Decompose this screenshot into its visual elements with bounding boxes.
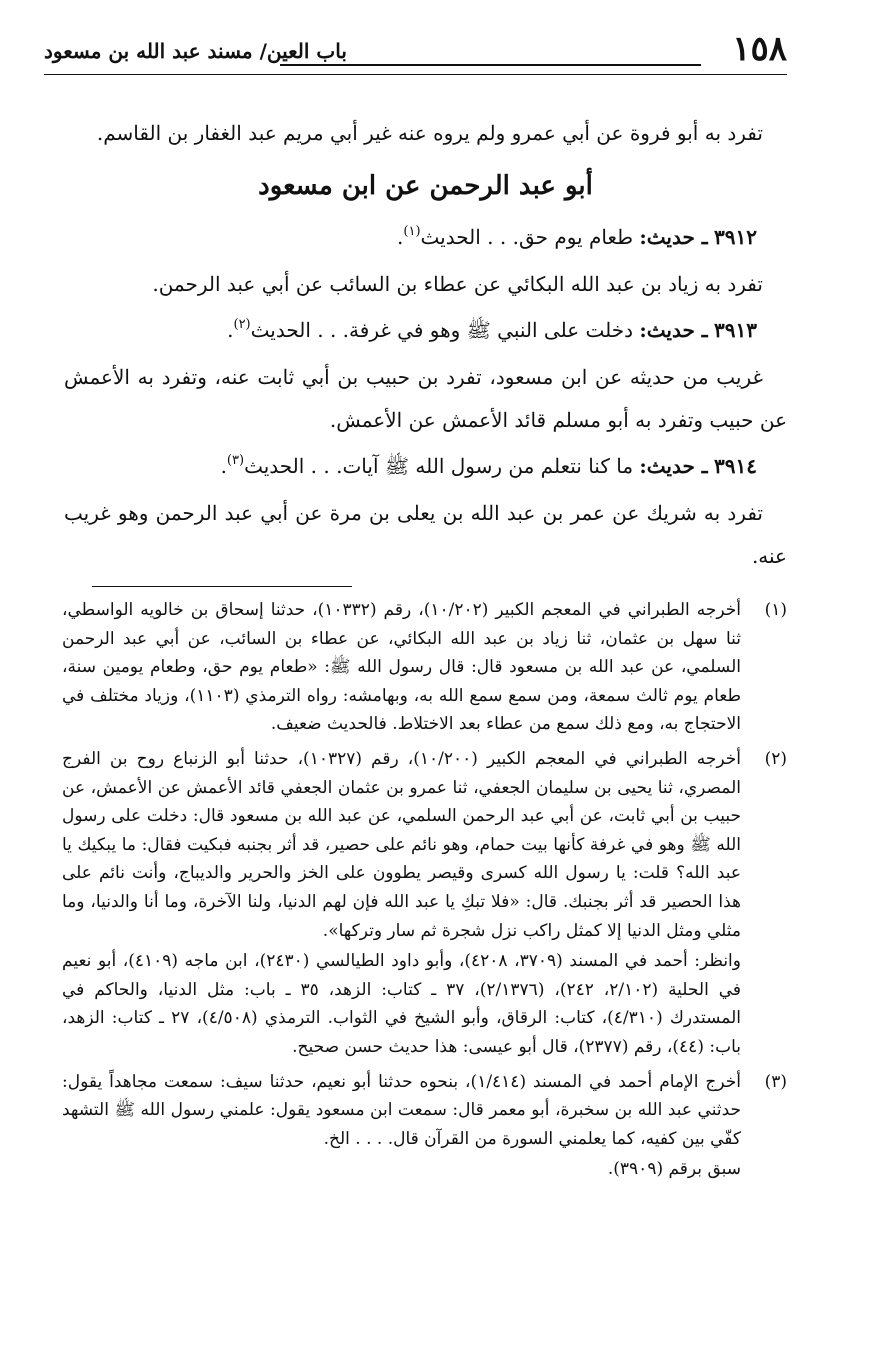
hadith-entry (64, 309, 787, 352)
footnote-text: سبق برقم (٣٩٠٩). (607, 1159, 741, 1180)
hadith-note: تفرد به زياد بن عبد الله البكائي عن عطاء بن السائب عن أبي عبد الرحمن. (152, 272, 763, 296)
main-text (64, 112, 787, 581)
footnote-number: (٢) (764, 748, 787, 769)
footnote-number: (٣) (764, 1071, 787, 1092)
hadith-label: ـ حديث: (639, 225, 708, 249)
intro-paragraph: تفرد به أبو فروة عن أبي عمرو ولم يروه عنه غير أبي مريم عبد الغفار بن القاسم. (96, 121, 763, 145)
hadith-text: ما كنا نتعلم من رسول الله ﷺ آيات. . . الحديث (244, 454, 634, 478)
running-title: باب العين/ مسند عبد الله بن مسعود (44, 39, 347, 63)
footnote-number: (١) (764, 600, 787, 620)
footnote-ref: (١) (403, 224, 421, 239)
footnote-text: أخرج الإمام أحمد في المسند (١/٤١٤)، بنحوه حدثنا أبو نعيم، حدثنا سيف: سمعت مجاهداً يقول: حدثني عبد الله بن سخبرة، أبو معمر قال: سمعت ابن مسعود يقول: علمني رسول الله ﷺ التشهد كفّي بين كفيه، كما يعلمني السورة من القرآن قال. . . . الخ. (62, 1071, 741, 1149)
header-bottom-rule (44, 74, 787, 75)
hadith-text: طعام يوم حق. . . الحديث (420, 225, 634, 249)
hadith-entry (64, 445, 787, 488)
footnote-text: وانظر: أحمد في المسند (٣٧٠٩، ٤٢٠٨)، وأبو داود الطيالسي (٢٤٣٠)، ابن ماجه (٤١٠٩)، أبو نعيم في الحلية (٢/١٠٢، ٢٤٢)، (٢/١٣٧٦)، ٣٧ ـ كتاب: الزهد، ٣٥ ـ باب: مثل الدنيا، والحاكم في المستدرك (٤/٣١٠)، كتاب: الرقاق، وأبو الشيخ في الثواب. الترمذي (٤/٥٠٨)، ٢٧ ـ كتاب: الزهد، باب: (٤٤)، رقم (٢٣٧٧)، قال أبو عيسى: هذا حديث حسن صحيح. (62, 951, 742, 1057)
footnote-ref: (٣) (226, 453, 245, 468)
page-header (44, 28, 787, 76)
page-number: ١٥٨ (732, 29, 787, 69)
footnote-item (62, 596, 787, 739)
hadith-end: . (227, 318, 234, 342)
footnote-text: أخرجه الطبراني في المعجم الكبير (١٠/٢٠٢)، رقم (١٠٣٣٢)، حدثنا إسحاق بن خالويه الواسطي، ثنا سهل بن عثمان، ثنا زياد بن عبد الله البكائي، عن عطاء بن السائب، عن أبي عبد الرحمن السلمي، عن عبد الله بن مسعود قال: قال رسول الله ﷺ: «طعام يوم حق، وطعام يومين سنة، طعام يوم ثالث سمعة، ومن سمع سمع الله به، وبهامشه: رواه الترمذي (١١٠٣)، وزياد مختلف في الاحتجاج به، ومع ذلك سمع من عطاء بعد الاختلاط. فالحديث ضعيف. (62, 600, 742, 735)
hadith-entry (64, 216, 787, 259)
hadith-number: ٣٩١٢ (714, 225, 757, 249)
hadith-label: ـ حديث: (639, 318, 708, 342)
footnote-divider (92, 586, 352, 587)
hadith-note: تفرد به شريك عن عمر بن عبد الله بن يعلى بن مرة عن أبي عبد الرحمن وهو غريب عنه. (64, 501, 787, 568)
footnote-item (62, 1068, 787, 1184)
hadith-end: . (397, 225, 404, 249)
footnote-text: أخرجه الطبراني في المعجم الكبير (١٠/٢٠٠)، رقم (١٠٣٢٧)، حدثنا أبو الزنباع روح بن الفرج المصري، ثنا يحيى بن سليمان الجعفي، ثنا عمرو بن عثمان الجعفي قائد الأعمش عن الأعمش، عن حبيب بن أبي ثابت، عن أبي عبد الرحمن السلمي، عن عبد الله بن مسعود قال: دخلت على رسول الله ﷺ وهو في غرفة كأنها بيت حمام، وهو نائم على حصير، قد أثر بجنبه فبكيت فقال: ما يبكيك يا عبد الله؟ قلت: يا رسول الله كسرى وقيصر يطوون على الخز والحرير والديباج، وأنت نائم على هذا الحصير قد أثر بجنبك. قال: «فلا تبكِ يا عبد الله فإن لهم الدنيا، ولنا الآخرة، وما أنا والدنيا، وما مثلي ومثل الدنيا إلا كمثل راكب نزل شجرة ثم سار وتركها». (62, 748, 741, 941)
section-title: أبو عبد الرحمن عن ابن مسعود (258, 171, 593, 201)
hadith-text: دخلت على النبي ﷺ وهو في غرفة. . . الحديث (250, 318, 634, 342)
hadith-number: ٣٩١٣ (714, 318, 757, 342)
footnote-item (62, 745, 787, 1062)
hadith-note: غريب من حديثه عن ابن مسعود، تفرد بن حبيب بن أبي ثابت عنه، وتفرد به الأعمش عن حبيب وتفرد به أبو مسلم قائد الأعمش عن الأعمش. (64, 365, 787, 432)
hadith-label: ـ حديث: (639, 454, 708, 478)
footnote-ref: (٢) (233, 317, 251, 332)
hadith-number: ٣٩١٤ (714, 454, 757, 478)
footnotes (62, 596, 787, 1190)
hadith-end: . (220, 454, 227, 478)
